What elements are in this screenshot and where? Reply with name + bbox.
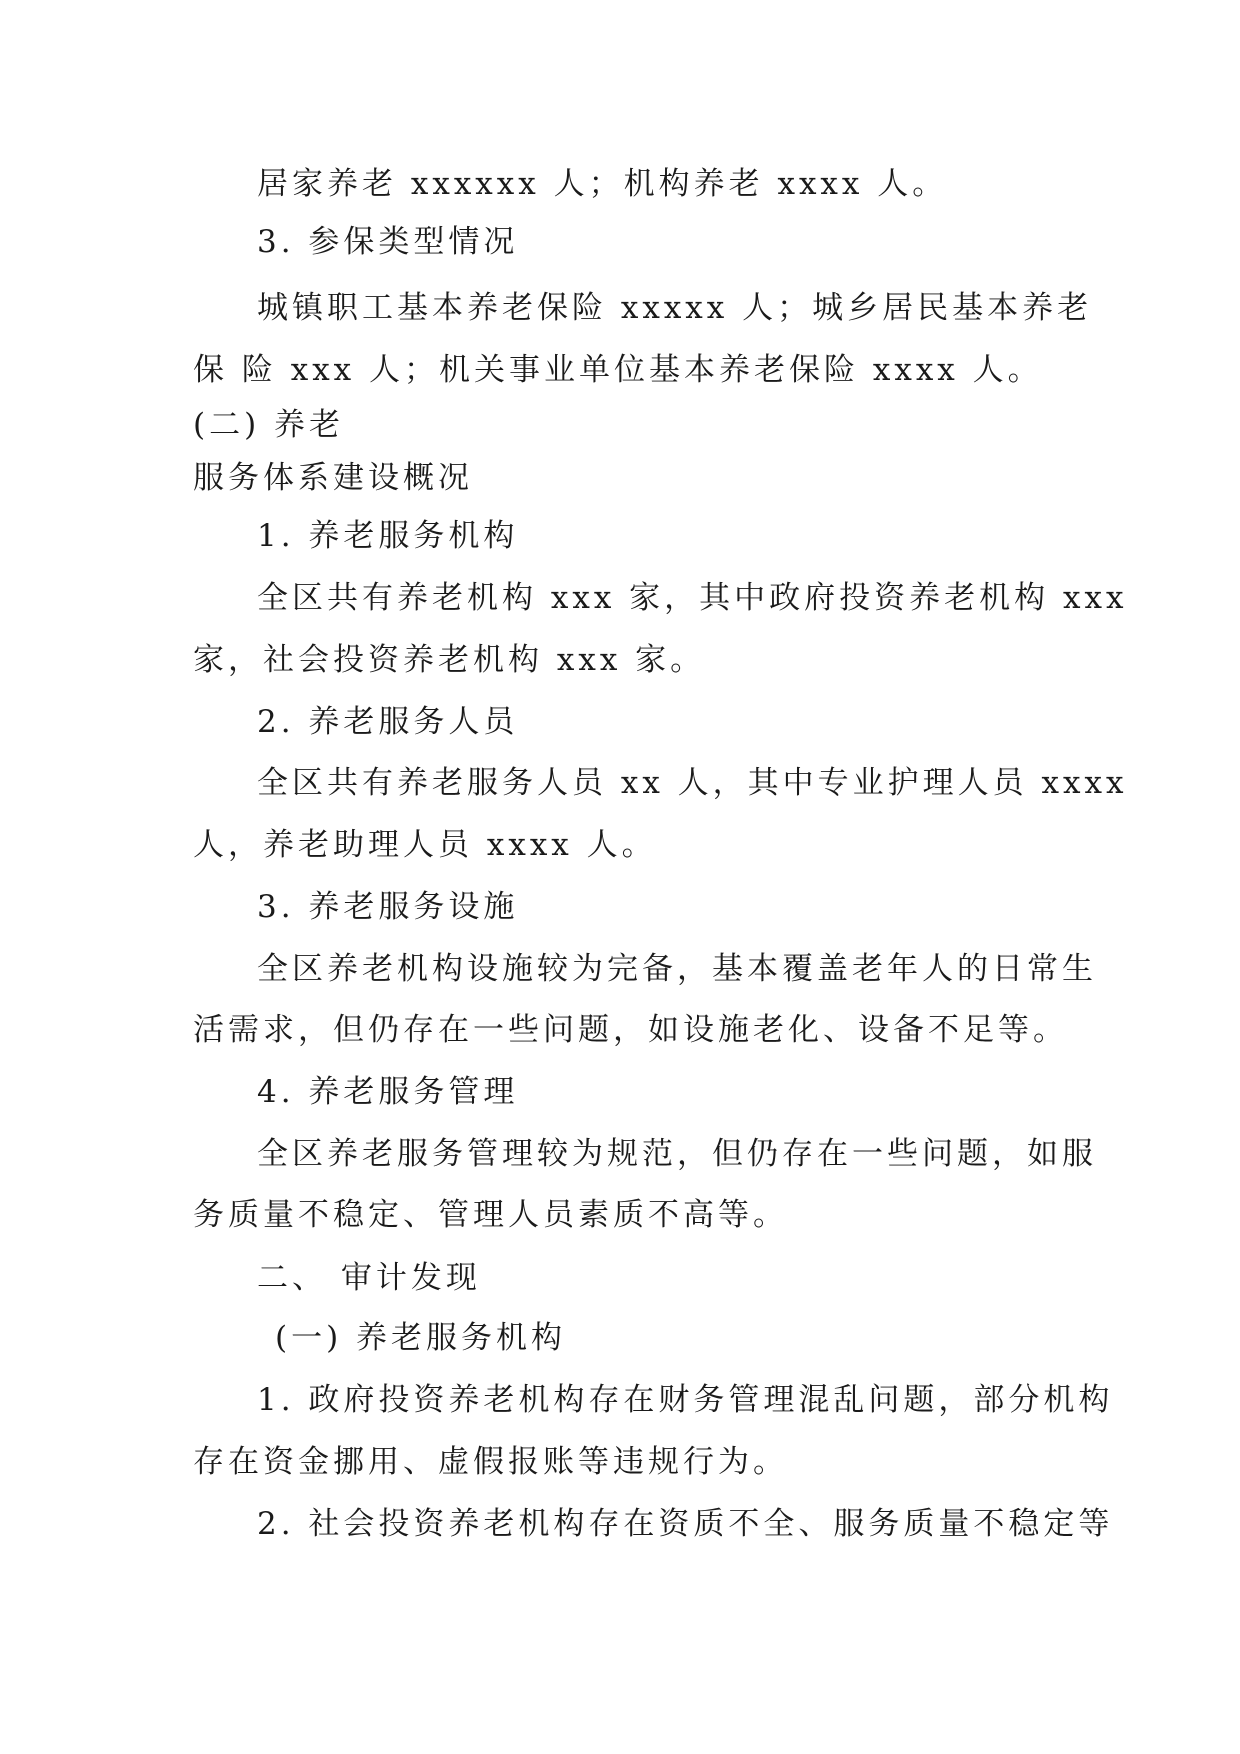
- paragraph-line: 存在资金挪用、虚假报账等违规行为。: [193, 1444, 788, 1480]
- paragraph-line: 保 险 xxx 人；机关事业单位基本养老保险 xxxx 人。: [193, 352, 1043, 388]
- paragraph-line: 全区养老机构设施较为完备，基本覆盖老年人的日常生: [257, 951, 1097, 987]
- paragraph-line: 家，社会投资养老机构 xxx 家。: [193, 642, 706, 678]
- subheading-line: 3. 养老服务设施: [257, 889, 519, 925]
- subheading-line: 2. 养老服务人员: [257, 704, 519, 740]
- paragraph-line: 全区共有养老机构 xxx 家，其中政府投资养老机构 xxx: [257, 580, 1128, 616]
- paragraph-line: 2. 社会投资养老机构存在资质不全、服务质量不稳定等: [257, 1506, 1114, 1542]
- section-heading-line: 二、 审计发现: [257, 1260, 481, 1296]
- subheading-line: 1. 养老服务机构: [257, 518, 519, 554]
- section-heading-line: (一) 养老服务机构: [275, 1320, 567, 1356]
- paragraph-line: 1. 政府投资养老机构存在财务管理混乱问题，部分机构: [257, 1382, 1114, 1418]
- section-heading-line: 服务体系建设概况: [193, 460, 473, 496]
- paragraph-line: 全区共有养老服务人员 xx 人，其中专业护理人员 xxxx: [257, 765, 1128, 801]
- paragraph-line: 城镇职工基本养老保险 xxxxx 人；城乡居民基本养老: [257, 290, 1093, 326]
- subheading-line: 3. 参保类型情况: [257, 224, 519, 260]
- section-heading-line: (二) 养老: [193, 407, 345, 443]
- paragraph-line: 全区养老服务管理较为规范，但仍存在一些问题，如服: [257, 1136, 1097, 1172]
- paragraph-line: 居家养老 xxxxxx 人；机构养老 xxxx 人。: [257, 166, 948, 202]
- paragraph-line: 务质量不稳定、管理人员素质不高等。: [193, 1197, 788, 1233]
- subheading-line: 4. 养老服务管理: [257, 1074, 519, 1110]
- paragraph-line: 活需求，但仍存在一些问题，如设施老化、设备不足等。: [193, 1012, 1068, 1048]
- paragraph-line: 人，养老助理人员 xxxx 人。: [193, 827, 657, 863]
